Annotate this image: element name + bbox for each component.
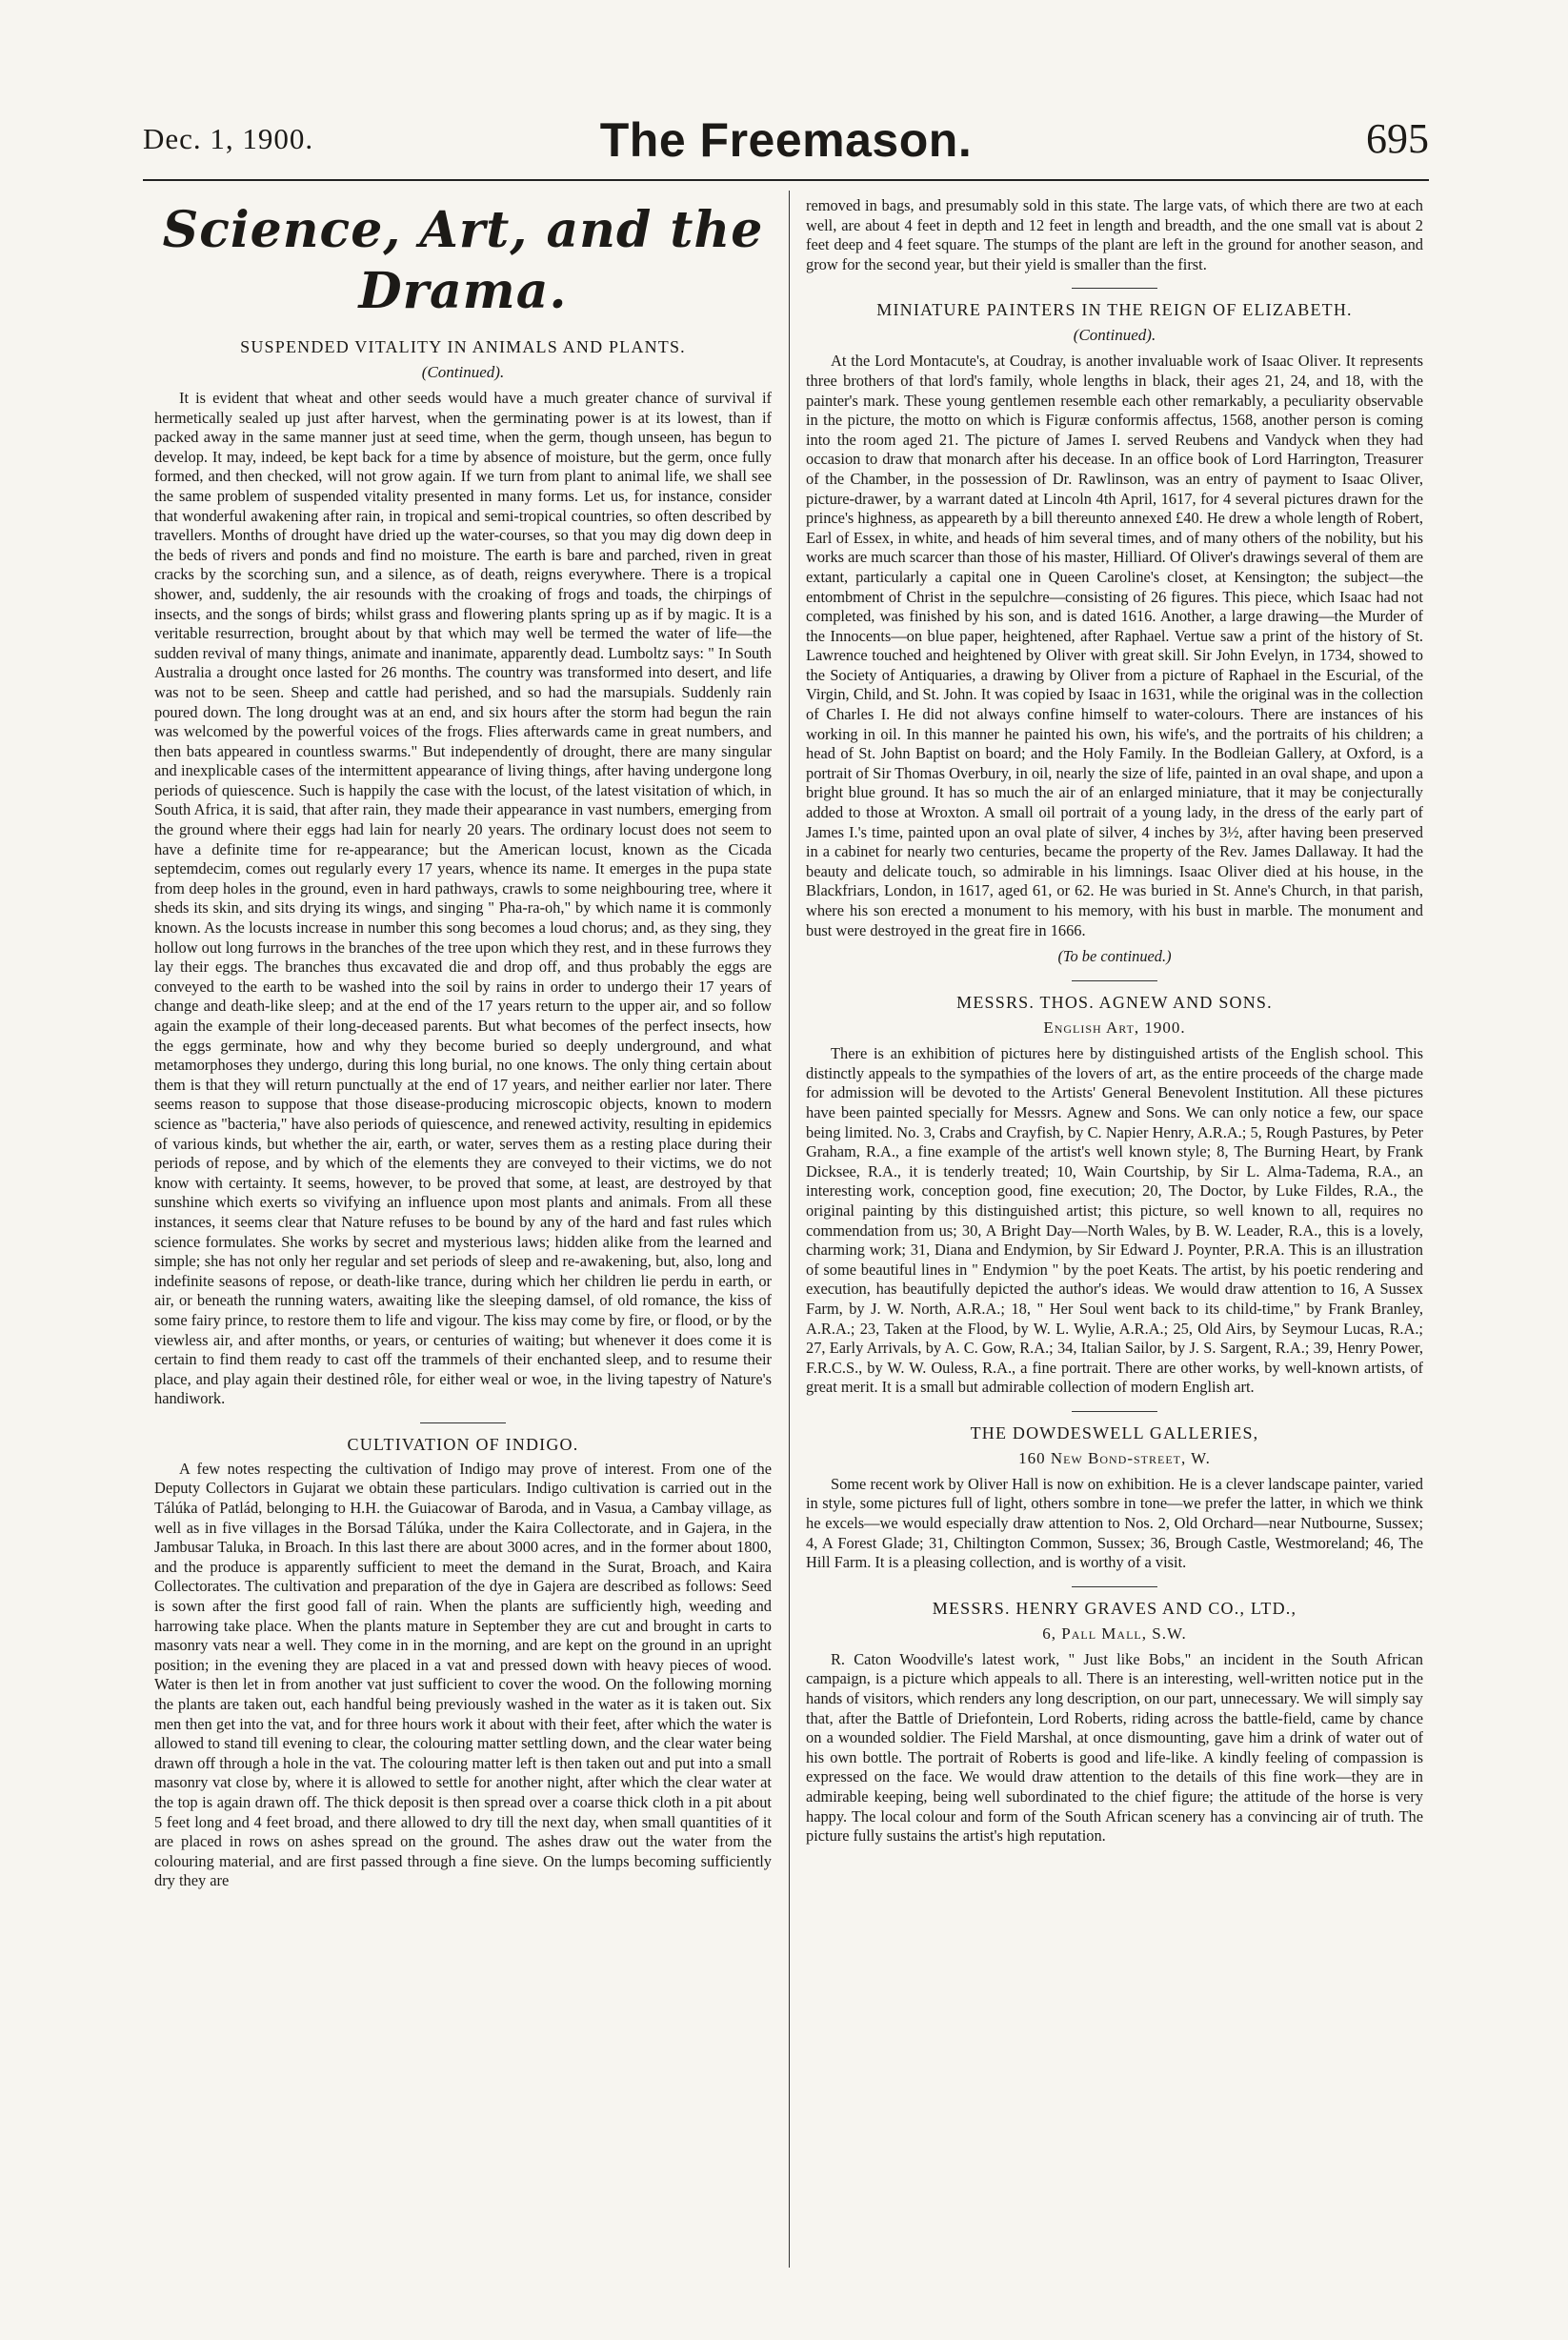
article-henry-graves <box>806 1597 1423 1846</box>
article-title: SUSPENDED VITALITY IN ANIMALS AND PLANTS. <box>240 337 686 356</box>
article-separator <box>420 1422 506 1423</box>
section-title: Science, Art, and the Drama. <box>162 201 764 320</box>
article-paragraph: R. Caton Woodville's latest work, " Just like Bobs," an incident in the South African campaign, is a picture which appeals to all. There is an interesting, well-written notice put in the hands of visitors, which renders any long description, on our part, unnecessary. We will simply say that, after the Battle of Driefontein, Lord Roberts, riding across the battle-field, came by chance on a wounded soldier. The Field Marshal, at once dismounting, gave him a drink of water out of his own bottle. The portrait of Roberts is good and life-like. A kindly feeling of compassion is expressed on the face. We would draw attention to the details of this fine work—they are in admirable keeping, being well subordinated to the chief figure; the attitude of the horse is very happy. The local colour and form of the South African scenery has a convincing air of truth. The picture fully sustains the artist's high reputation. <box>806 1649 1423 1846</box>
article-title: THE DOWDESWELL GALLERIES, <box>970 1422 1259 1442</box>
article-cultivation-of-indigo <box>154 1433 772 1891</box>
article-subtitle <box>806 325 1423 346</box>
article-separator <box>1072 288 1157 289</box>
left-column <box>154 196 772 2264</box>
article-subtitle: 6, Pall Mall, S.W. <box>1042 1624 1187 1643</box>
subtitle-text: (Continued). <box>1073 326 1156 345</box>
article-paragraph: Some recent work by Oliver Hall is now on exhibition. He is a clever landscape painter, varied in style, some pictures full of light, others sombre in tone—we prefer the latter, in which we think he excels—we would especially draw attention to Nos. 2, Old Orchard—near Nutbourne, Sussex; 4, A Forest Glade; 31, Chiltington Common, Sussex; 36, Brough Castle, Westmoreland; 46, The Hill Farm. It is a pleasing collection, and is worthy of a visit. <box>806 1474 1423 1572</box>
issue-date: Dec. 1, 1900. <box>143 122 314 155</box>
article-agnew-and-sons <box>806 991 1423 1398</box>
continuation-note: (To be continued.) <box>1057 947 1172 966</box>
column-divider <box>789 191 790 2268</box>
page-header <box>143 112 1429 171</box>
page-number: 695 <box>1366 115 1429 162</box>
article-paragraph: A few notes respecting the cultivation of Indigo may prove of interest. From one of the Deputy Collectors in Gujarat we obtain these particulars. Indigo cultivation is carried out in the Tálúka of Patlád, belonging to H.H. the Guiacowar of Baroda, and in Vasua, a Cambay village, as well as in five villages in the Borsad Tálúka, under the Kaira Collectorate, and in Gajera, in the Jambusar Taluka, in Broach. In this last there are about 3000 acres, and in the former about 1800, and the produce is apparently sufficient to meet the demand in the Surat, Broach, and Kaira Collectorates. The cultivation and preparation of the dye in Gajera are described as follows: Seed is sown after the first good fall of rain. When the plants are sufficiently high, weeding and harrowing take place. When the plants mature in September they are cut and brought in carts to masonry vats near a well. They come in in the morning, and are kept on the ground in an upright position; in the evening they are placed in a vat and pressed down with heavy pieces of wood. Water is then let in from another vat just sufficient to cover the wood. On the following morning the plants are taken out, each handful being previously washed in the water as it is taken out. Six men then get into the vat, and for three hours work it about with their feet, after which the water is allowed to stand till evening to clear, the colouring matter settling down, and the clear water being drawn off through a hole in the vat. The colouring matter left is then taken out and put into a small masonry vat close by, where it is allowed to settle for another night, after which the clear water at the top is again drawn off. The thick deposit is then spread over a coarse thick cloth in a pit about 5 feet long and 4 feet broad, and there allowed to dry till the next day, when small quantities of it are placed in rows on ashes spread on the ground. The ashes draw out the water from the colouring material, and are first passed through a fine sieve. On the lumps becoming sufficiently dry they are <box>154 1459 772 1890</box>
article-paragraph: It is evident that wheat and other seeds would have a much greater chance of survival if hermetically sealed up just after harvest, when the germinating power is at its lowest, than if packed away in the same manner just at seed time, when the germ, though unseen, has begun to develop. It may, indeed, be kept back for a time by absence of moisture, but the germ, once fully formed, and then checked, will not grow again. If we turn from plant to animal life, we shall see the same problem of suspended vitality presented in many forms. Let us, for instance, consider that wonderful awakening after rain, in tropical and semi-tropical countries, so often described by travellers. Months of drought have dried up the water-courses, so that you may dig down deep in the beds of rivers and ponds and find no moisture. The earth is bare and parched, riven in great cracks by the scorching sun, and a silence, as of death, reigns everywhere. There is a tropical shower, and, suddenly, the air resounds with the croaking of frogs and toads, the chirpings of insects, and the songs of birds; whilst grass and flowering plants spring up as if by magic. It is a veritable resurrection, brought about by that which may well be termed the water of life—the sudden revival of many things, animate and inanimate, apparently dead. Lumboltz says: " In South Australia a drought once lasted for 26 months. The country was transformed into desert, and life was not to be seen. Sheep and cattle had perished, and so had the marsupials. Suddenly rain poured down. The long drought was at an end, and six hours after the storm had begun the rain was welcomed by the powerful voices of the frogs. Flies afterwards came in great numbers, and then bats appeared in countless swarms." But independently of drought, there are many singular and inexplicable cases of the intermittent appearance of living things, after having undergone long periods of quiescence. Such is happily the case with the locust, of the latest visitation of which, in South Africa, it is said, that after rain, they made their appearance in vast numbers, emerging from the ground where their eggs had lain for nearly 20 years. The ordinary locust does not seem to have a definite time for re-appearance; but the American locust, known as the Cicada septemdecim, comes out regularly every 17 years, whence its name. It emerges in the pupa state from deep holes in the ground, even in hard pathways, crawls to some neighbouring tree, where it sheds its skin, and sits drying its wings, and singing " Pha-ra-oh," by which name it is commonly known. As the locusts increase in number this song becomes a loud chorus; and, as they sing, they hollow out long furrows in the branches of the tree upon which they rest, and in these furrows they lay their eggs. The branches thus excavated die and drop off, and thus probably the eggs are conveyed to the earth to be washed into the soil by rains in order to undergo their 17 years of change and death-like sleep; and at the end of the 17 years return to the upper air, and so follow again the example of their long-deceased parents. But what becomes of the perfect insects, how the eggs germinate, how and why they become buried so deeply underground, and what metamorphoses they undergo, during this long burial, no one knows. The only thing certain about them is that they will return punctually at the end of 17 years, and neither earlier nor later. There seems reason to suppose that those disease-producing microscopic objects, known to modern science as "bacteria," have also periods of quiescence, and renewed activity, resulting in epidemics of various kinds, but whether the air, earth, or water, serves them as a resting place during their periods of repose, and by which of the elements they are conveyed to their victims, we do not know with certainty. It seems, however, to be proved that some, at least, are destroyed by that sunshine which exerts so vivifying an influence upon most plants and animals. From all these instances, it seems clear that Nature refuses to be bound by any of the hard and fast rules which science formulates. She works by secret and mysterious laws; hidden alike from the learned and simple; she has not only her regular and set periods of sleep and re-awakening, but, also, long and indefinite seasons of repose, or death-like trance, during which her children lie perdu in earth, or air, or beneath the running waters, awaiting like the sleeping damsel, of old romance, the kiss of some fairy prince, to restore them to life and vigour. The kiss may come by fire, or flood, or by the viewless air, and after months, or years, or centuries of waiting; but whenever it does come it is certain to find them ready to cast off the trammels of their enchanted sleep, and to resume their place, and play again their destined rôle, for either weal or woe, in the living tapestry of Nature's handiwork. <box>154 389 772 1408</box>
article-subtitle: English Art, 1900. <box>1043 1019 1186 1038</box>
continued-paragraph: removed in bags, and presumably sold in this state. The large vats, of which there are two at each well, are about 4 feet in depth and 12 feet in length and breadth, and the one small vat is about 2 feet deep and 4 feet square. The stumps of the plant are left in the ground for another season, and grow for the second year, but their yield is smaller than the first. <box>806 196 1423 273</box>
article-paragraph: At the Lord Montacute's, at Coudray, is another invaluable work of Isaac Oliver. It represents three brothers of that lord's family, whole lengths in black, their ages 21, 24, and 18, with the painter's mark. These young gentlemen resemble each other remarkably, a peculiarity observable in the picture, the motto on which is Figuræ conformis affectus, 1568, another person is coming into the room aged 21. The picture of James I. served Reubens and Vandyck when they had occasion to draw that monarch after his decease. In an office book of Lord Harrington, Treasurer of the Chamber, in the possession of Dr. Rawlinson, was an entry of payment to Isaac Oliver, picture-drawer, by a warrant dated at Lincoln 4th April, 1617, for 4 several pictures drawn for the prince's highness, as appeareth by a bill thereunto annexed £40. He drew a whole length of Robert, Earl of Essex, in white, and heads of him several times, and of many others of the nobility, but his works are much scarcer than those of his master, Hilliard. Of Oliver's drawings several of them are extant, particularly a capital one in Queen Caroline's closet, at Kensington; the subject—the entombment of Christ in the sepulchre—consisting of 26 figures. This piece, which Isaac had not completed, was finished by his son, and is dated 1616. Another, a large drawing—the Murder of the Innocents—on blue paper, heightened, after Raphael. Vertue saw a print of the history of St. Lawrence touched and heightened by Oliver with great skill. Sir John Evelyn, in 1734, showed to the Society of Antiquaries, a drawing by Oliver from a picture of Raphael in the Escurial, of the Virgin, Child, and St. John. It was copied by Isaac in 1631, while the original was in the collection of Charles I. He did not always confine himself to water-colours. There are instances of his working in oil. In this manner he painted his own, his wife's, and the portraits of his children; a head of St. John Baptist on board; and the Holy Family. In the Bodleian Gallery, at Oxford, is a portrait of Sir Thomas Overbury, in oil, nearly the size of life, painted in an oval shape, and upon a bright blue ground. It has so much the air of an enlarged miniature, that it may be conjecturally added to those at Wroxton. A small oil portrait of a young lady, in the dress of the early part of James I.'s time, painted upon an oval plate of silver, 4 inches by 3½, after having been preserved in a cabinet for nearly two centuries, became the property of the Rev. James Dallaway. It had the beauty and delicate touch, so admirable in his limnings. Isaac Oliver died at his house, in the Blackfriars, London, in 1617, aged 61, or 62. He was buried in St. Anne's Church, in that parish, where his son erected a monument to his memory, with his bust in marble. The monument and bust were destroyed in the great fire in 1666. <box>806 352 1423 939</box>
article-title: MINIATURE PAINTERS IN THE REIGN OF ELIZABETH. <box>876 300 1353 320</box>
article-title: MESSRS. HENRY GRAVES AND CO., LTD., <box>932 1598 1297 1618</box>
subtitle-text: (Continued). <box>421 363 505 381</box>
article-title: MESSRS. THOS. AGNEW AND SONS. <box>956 993 1273 1013</box>
article-title: CULTIVATION OF INDIGO. <box>347 1434 579 1454</box>
masthead-title: The Freemason. <box>599 113 973 167</box>
article-subtitle: 160 New Bond-street, W. <box>1018 1448 1211 1467</box>
article-paragraph: There is an exhibition of pictures here by distinguished artists of the English school. This distinctly appeals to the sympathies of the lovers of art, as the entire proceeds of the charge made for admission will be devoted to the Artists' General Benevolent Institution. All these pictures have been painted specially for Messrs. Agnew and Sons. We can only notice a few, our space being limited. No. 3, Crabs and Crayfish, by C. Napier Henry, A.R.A.; 5, Rough Pastures, by Peter Graham, R.A., a fine example of the artist's well known style; 8, The Burning Heart, by Frank Dicksee, R.A., it is tenderly treated; 10, Wain Courtship, by Sir L. Alma-Tadema, R.A., an interesting work, conception good, fine execution; 20, The Doctor, by Luke Fildes, R.A., the original painting by this distinguished artist; this picture, so well known to all, requires no commendation from us; 30, A Bright Day—North Wales, by B. W. Leader, R.A., this is a lovely, charming work; 31, Diana and Endymion, by Sir Edward J. Poynter, P.R.A. This is an illustration of some beautiful lines in " Endymion " by the poet Keats. The artist, by his poetic rendering and execution, has beautifully depicted the author's ideas. We would draw attention to 16, A Sussex Farm, by J. W. North, A.R.A.; 18, " Her Soul went back to its child-time," by Frank Branley, A.R.A.; 23, Taken at the Flood, by W. L. Wylie, A.R.A.; 25, Old Airs, by Seymour Lucas, R.A.; 27, Early Arrivals, by A. C. Gow, R.A.; 34, Italian Sailor, by J. S. Sargent, R.A.; 39, Henry Power, F.R.C.S., by W. W. Ouless, R.A., a fine portrait. There are other works, by well-known artists, of great merit. It is a small but admirable collection of modern English art. <box>806 1044 1423 1397</box>
right-column <box>806 196 1423 2273</box>
article-suspended-vitality <box>154 335 772 1409</box>
article-separator <box>1072 1586 1157 1587</box>
header-rule <box>143 179 1429 181</box>
article-separator <box>1072 1411 1157 1412</box>
article-subtitle <box>154 362 772 383</box>
article-dowdeswell-galleries <box>806 1422 1423 1573</box>
article-separator <box>1072 980 1157 981</box>
article-miniature-painters <box>806 298 1423 967</box>
